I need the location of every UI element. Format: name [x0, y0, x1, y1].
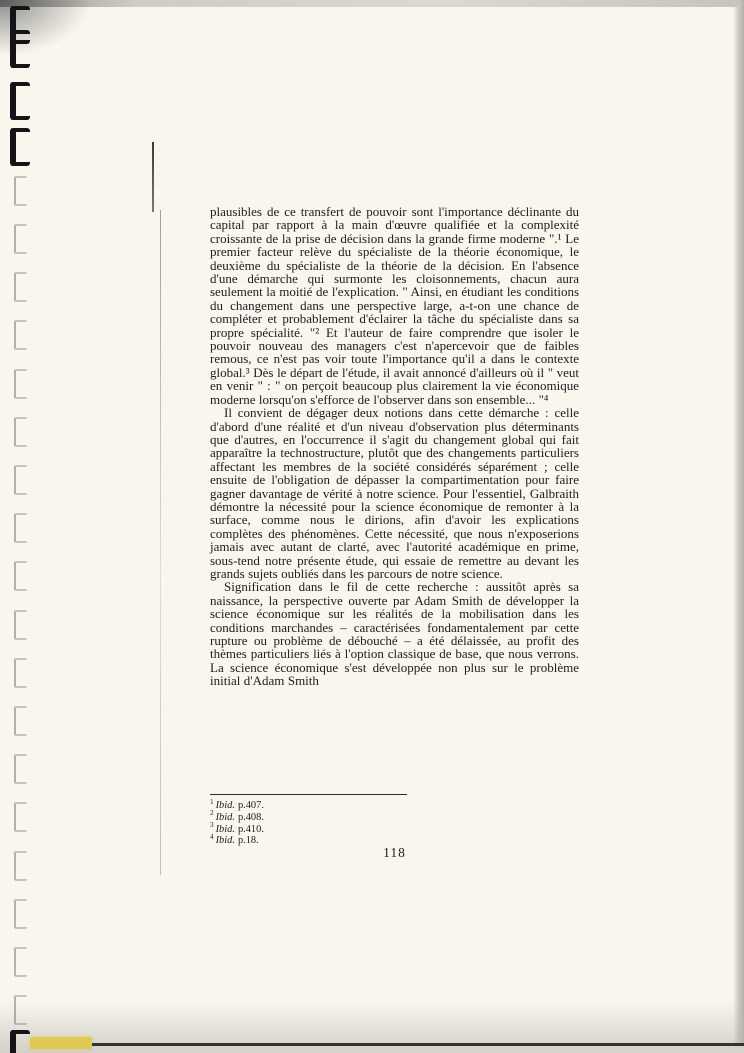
scan-edge-top [0, 0, 744, 7]
page-body [210, 205, 579, 688]
binding-hole-mark [10, 128, 30, 166]
binding-hole-mark [14, 513, 27, 543]
footnote-rule [210, 794, 407, 795]
binding-hole-mark [14, 369, 27, 399]
footnote-3 [210, 821, 579, 836]
footnote-ref: Ibid. [215, 835, 235, 847]
crease-line [160, 210, 161, 875]
binding-hole-mark [14, 465, 27, 495]
footnote-marker: 3 [210, 821, 214, 830]
footnote-marker: 1 [210, 797, 214, 806]
binding-hole-mark [14, 224, 27, 254]
binding-hole-mark [14, 995, 27, 1025]
binding-hole-mark [14, 176, 27, 206]
page-number: 118 [383, 845, 406, 860]
binding-hole-mark [14, 899, 27, 929]
paragraph-3: Signification dans le fil de cette recherche : aussitôt après sa naissance, la perspective ouverte par Adam Smith de développer la science économique sur les réalités de la mobilisation dans les conditions marchandes – caractérisées fondamentalement par cette rupture ou problème de débouché – a été délaissée, au profit des thèmes particuliers liés à l'option classique de base, que nous verrons. La science économique s'est développée non plus sur le problème initial d'Adam Smith [210, 579, 579, 689]
footnote-ref: Ibid. [215, 811, 235, 823]
footnote-page: p.410. [237, 823, 264, 835]
binding-hole-mark [14, 610, 27, 640]
binding-hole-mark [14, 320, 27, 350]
footnote-page: p.407. [237, 800, 264, 811]
binding-hole-mark [10, 1030, 30, 1053]
binding-hole-mark [10, 30, 30, 68]
scan-edge-below [92, 1046, 744, 1053]
binding-hole-mark [14, 561, 27, 591]
binding-hole-mark [14, 706, 27, 736]
binding-hole-mark [14, 272, 27, 302]
binding-hole-mark [14, 851, 27, 881]
paragraph-2: Il convient de dégager deux notions dans cette démarche : celle d'abord d'une réalité et d'un niveau d'observation plus déterminants que d'autres, en l'occurrence il s'agit du changement global qui fait apparaître la technostructure, plutôt que des changements particuliers affectant les membres de la société considérés séparément ; celle ensuite de l'obligation de dépasser la compartimentation pour faire gagner davantage de vérité à notre science. Pour l'essentiel, Galbraith démontre la nécessité pour la science économique de remonter à la surface, comme nous le dirions, afin d'avoir les explications complètes des phénomènes. Cette nécessité, que nous n'exposerions jamais avec autant de clarté, avec l'autorité académique en prime, sous-tend notre présente étude, qui essaie de remettre au devant les grands sujets oubliés dans les parcours de notre science. [210, 405, 579, 581]
highlight-smudge [30, 1037, 92, 1049]
footnote-marker: 2 [210, 809, 214, 818]
footnote-1 [210, 797, 579, 812]
binding-hole-mark [14, 754, 27, 784]
binding-hole-mark [14, 802, 27, 832]
footnote-page: p.408. [237, 811, 264, 823]
pen-mark-line [152, 142, 154, 212]
binding-hole-mark [14, 658, 27, 688]
footnote-ref: Ibid. [215, 800, 235, 811]
footnote-ref: Ibid. [215, 823, 235, 835]
paragraph-1: plausibles de ce transfert de pouvoir sont l'importance déclinante du capital par rapport à la main d'œuvre qualifiée et la complexité croissante de la prise de décision dans la grande firme moderne ".¹ Le premier facteur relève du spécialiste de la théorie économique, le deuxième du spécialiste de la théorie de la décision. En l'absence d'une démarche qui surmonte les cloisonnements, chacun aura seulement la moitié de l'explication. " Ainsi, en étudiant les conditions du changement dans une perspective large, a-t-on une chance de compléter et probablement d'éclairer la tâche du spécialiste dans sa propre spécialité. "² Et l'auteur de faire comprendre que isoler le pouvoir nouveau des managers c'est n'apercevoir que de faibles remous, ce n'est pas voir toute l'importance qu'il a dans le contexte global.³ Dès le départ de l'étude, il avait annoncé d'ailleurs où il " veut en venir " : " on perçoit beaucoup plus clairement la vie économique moderne lorsqu'on s'efforce de l'observer dans son ensemble... "⁴ [210, 204, 579, 407]
binding-hole-mark [14, 947, 27, 977]
footnote-2 [210, 809, 579, 824]
footnote-marker: 4 [210, 832, 214, 841]
binding-hole-mark [10, 82, 30, 120]
scan-edge-right [733, 0, 744, 1053]
binding-hole-mark [14, 417, 27, 447]
footnote-page: p.18. [237, 835, 259, 847]
footnotes [210, 794, 579, 847]
